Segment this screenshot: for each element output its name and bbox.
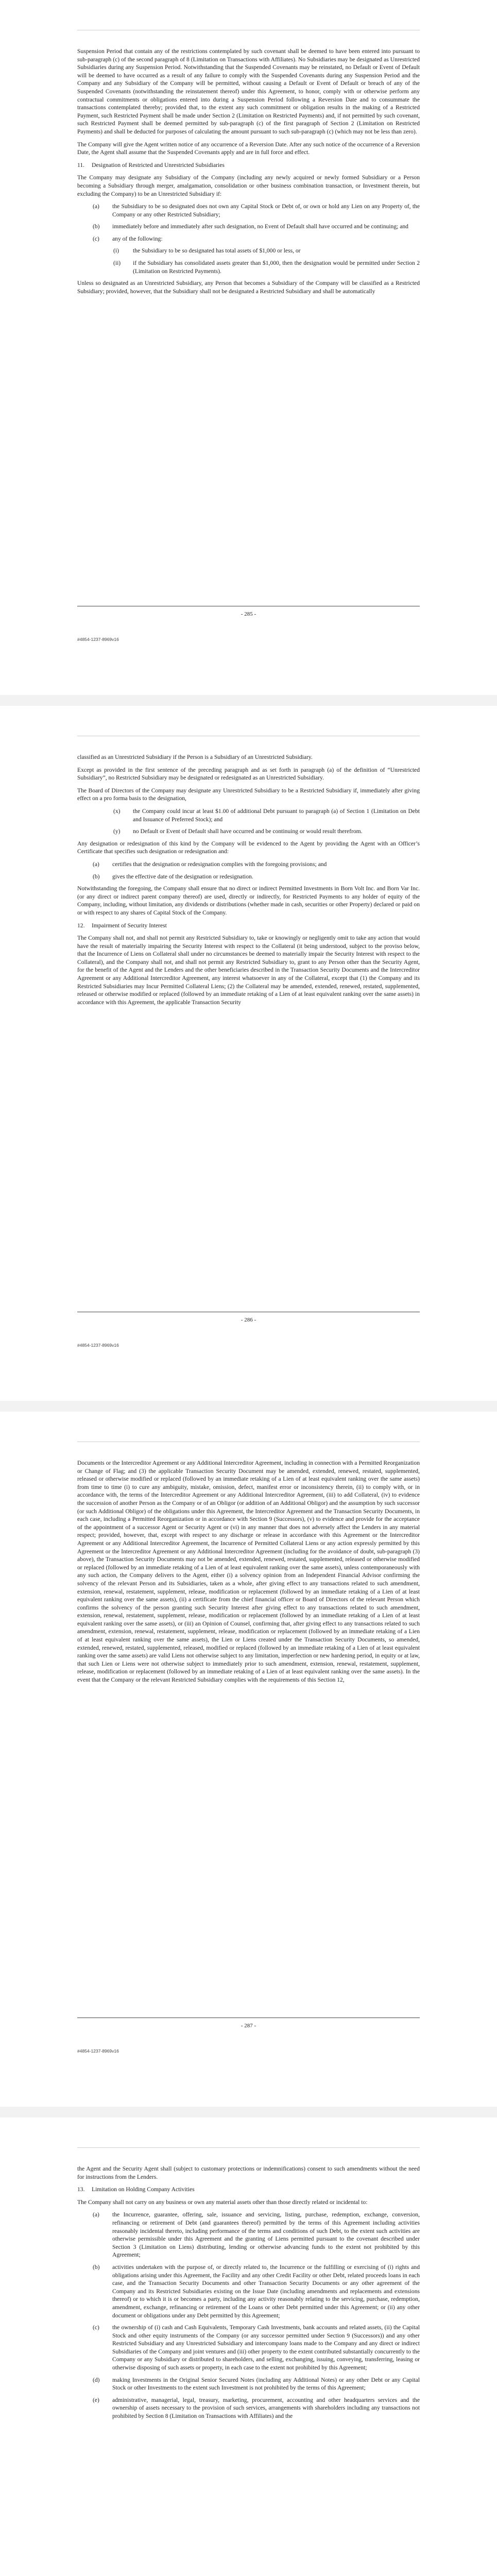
list-item: (d) making Investments in the Original Senior Secured Notes (including any Additional Notes) or any other Debt or any Capital Stock or other Investments to the extent such Investment is not prohibited by the terms of this Agreement;	[93, 2376, 420, 2392]
paragraph: Notwithstanding the foregoing, the Company shall ensure that no direct or indirect Permitted Investments in Born Volt Inc. and Born Var Inc. (or any direct or indirect parent company thereof) are used, directly or indirectly, for Restricted Payments to any holder of equity of the Company, including, without limitation, any dividends or distributions (whether made in cash, securities or other Property) declared or paid on or with respect to any shares of Capital Stock of the Company.	[77, 885, 420, 916]
list-item: (e) administrative, managerial, legal, treasury, marketing, procurement, accounting and other headquarters services and the ownership of assets necessary to the provision of such services, arrangements with shareholders including any transactions not prohibited by Section 8 (Limitation on Transactions with Affiliates) and the	[93, 2396, 420, 2420]
sub-list-item: (ii) if the Subsidiary has consolidated assets greater than $1,000, then the designation would be permitted under Section 2 (Limitation on Restricted Payments).	[113, 260, 420, 275]
section-title: Designation of Restricted and Unrestricted Subsidiaries	[92, 161, 225, 168]
page-286	[0, 706, 497, 1401]
list-item: (c) any of the following:	[93, 235, 163, 242]
list-item: (c) the ownership of (i) cash and Cash Equivalents, Temporary Cash Investments, bank accounts and related assets, (ii) the Capital Stock and other equity instruments of the Company (or any successor permitted under Section 9 (Successors)) and any other Restricted Subsidiary and any Unrestricted Subsidiary and intercompany loans made to the Company and any direct or indirect Subsidiaries of the Company and joint ventures and (iii) other property to the extent contributed substantially concurrently to the Company or any Subsidiary or distributed to shareholders, and selling, exchanging, issuing, conveying, transferring, leasing or otherwise disposing of such assets or property, in each case to the extent not prohibited by this Agreement;	[93, 2324, 420, 2371]
list-item: (x) the Company could incur at least $1.00 of additional Debt pursuant to paragraph (a) of Section 1 (Limitation on Debt and Issuance of Preferred Stock); and	[113, 807, 420, 823]
document-id: #4854-1237-8969v16	[77, 2048, 119, 2054]
section-heading-11	[77, 161, 420, 170]
paragraph: Except as provided in the first sentence of the preceding paragraph and as set forth in paragraph (a) of the definition of “Unrestricted Subsidiary”, no Restricted Subsidiary may be designated or redesignated as an Unrestricted Subsidiary.	[77, 766, 420, 782]
list-item: (a) the Incurrence, guarantee, offering, sale, issuance and servicing, listing, purchase, redemption, exchange, conversion, refinancing or retirement of Debt (and guarantees thereof) permitted by the terms of this Agreement including activities reasonably incidental thereto, including performance of the terms and conditions of such Debt, to the extent such activities are otherwise permissible under this Agreement and the granting of Liens permitted pursuant to the covenant described under Section 3 (Limitation on Liens) distributing, lending or otherwise advancing funds to the extent not prohibited by this Agreement;	[93, 2211, 420, 2259]
section-heading-12	[77, 922, 420, 930]
paragraph: The Company may designate any Subsidiary of the Company (including any newly acquired or newly formed Subsidiary or a Person becoming a Subsidiary through merger, amalgamation, consolidation or other business combination transaction, or Investment therein, but excluding the Company) to be an Unrestricted Subsidiary if:	[77, 174, 420, 197]
document-id: #4854-1237-8969v16	[77, 637, 119, 642]
page-number: - 285 -	[241, 611, 256, 617]
page-number: - 287 -	[241, 2023, 256, 2029]
paragraph: Documents or the Intercreditor Agreement or any Additional Intercreditor Agreement, including in connection with a Permitted Reorganization or Change of Flag; and (3) the applicable Transaction Security Document may be amended, extended, renewed, restated, supplemented, released or otherwise modified or replaced (followed by an immediate retaking of a Lien of at least equivalent ranking over the same assets) from time to time (i) to cure any ambiguity, mistake, omission, defect, manifest error or inconsistency therein, (ii) to comply with, or in accordance with, the terms of the Intercreditor Agreement or any Additional Intercreditor Agreement, (iii) to add Collateral, (iv) to evidence the succession of another Person as the Company or of an Obligor (or addition of an Additional Obligor) and the assumption by such successor (or such Additional Obligor) of the obligations under this Agreement, the Intercreditor Agreement and the Transaction Security Documents, in each case, including a Permitted Reorganization or in accordance with Section 9 (Successors), (v) to evidence and provide for the acceptance of the appointment of a successor Agent or Security Agent or (vi) in any manner that does not adversely affect the Lenders in any material respect; provided, however, that, except with respect to any discharge or release in accordance with this Agreement or the Intercreditor Agreement or any Additional Intercreditor Agreement, the Incurrence of Permitted Collateral Liens or any action expressly permitted by this Agreement or the Intercreditor Agreement or any Additional Intercreditor Agreement (including for the avoidance of doubt, sub-paragraph (3) above), the Transaction Security Documents may not be amended, extended, renewed, restated, supplemented, released or otherwise modified or replaced (followed by an immediate retaking of a Lien of at least equivalent ranking over the same assets), unless contemporaneously with any such action, the Company delivers to the Agent, either (i) a solvency opinion from an Independent Financial Advisor confirming the solvency of the relevant Person and its Subsidiaries, taken as a whole, after giving effect to any transactions related to such amendment, extension, renewal, restatement, supplement, release, modification or replacement (followed by an immediate retaking of a Lien of at least equivalent ranking over the same assets), (ii) a certificate from the chief financial officer or Board of Directors of the relevant Person which confirms the solvency of the person granting such Security Interest after giving effect to any transactions related to such amendment, extension, renewal, restatement, supplement, release, modification or replacement (followed by an immediate retaking of a Lien of at least equivalent ranking over the same assets), or (iii) an Opinion of Counsel, confirming that, after giving effect to any transactions related to such amendment, extension, renewal, restatement, supplement, release, modification or replacement (followed by an immediate retaking of a Lien of at least equivalent ranking over the same assets), the Lien or Liens created under the Transaction Security Documents, so amended, extended, renewed, restated, supplemented, released, modified or replaced (followed by an immediate retaking of a Lien of at least equivalent ranking over the same assets) are valid Liens not otherwise subject to any limitation, imperfection or new hardening period, in equity or at law, that such Lien or Liens were not otherwise subject to immediately prior to such amendment, extension, renewal, restatement, supplement, release, modification or replacement (followed by an immediate retaking of a Lien of at least equivalent ranking over the same assets). In the event that the Company or the relevant Restricted Subsidiary complies with the requirements of this Section 12,	[77, 1460, 420, 1684]
section-heading-13	[77, 2185, 420, 2194]
page-285	[0, 0, 497, 695]
section-number: 11.	[77, 161, 85, 168]
list-item: (a) certifies that the designation or redesignation complies with the foregoing provisions; and	[93, 860, 327, 868]
page-number: - 286 -	[241, 1317, 256, 1323]
paragraph: Unless so designated as an Unrestricted Subsidiary, any Person that becomes a Subsidiary of the Company will be classified as a Restricted Subsidiary; provided, however, that the Subsidiary shall not be designated a Restricted Subsidiary and shall be automatically	[77, 280, 420, 295]
paragraph: The Company shall not, and shall not permit any Restricted Subsidiary to, take or knowingly or negligently omit to take any action that would have the result of materially impairing the Security Interest with respect to the Collateral (it being understood, subject to the proviso below, that the Incurrence of Liens on Collateral shall under no circumstances be deemed to materially impair the Security Interest with respect to the Collateral), and the Company shall not, and shall not permit any Restricted Subsidiary to, grant to any Person other than the Security Agent, for the benefit of the Agent and the Lenders and the other beneficiaries described in the Transaction Security Documents and the Intercreditor Agreement or any Additional Intercreditor Agreement, any interest whatsoever in any of the Collateral, except that (1) the Company and its Restricted Subsidiaries may Incur Permitted Collateral Liens; (2) the Collateral may be amended, extended, renewed, restated, supplemented, released or otherwise modified or replaced (followed by an immediate retaking of a Lien of at least equivalent ranking over the same assets) in accordance with this Agreement, the applicable Transaction Security	[77, 935, 420, 1006]
paragraph: The Board of Directors of the Company may designate any Unrestricted Subsidiary to be a Restricted Subsidiary if, immediately after giving effect on a pro forma basis to the designation,	[77, 787, 420, 802]
list-item: (y) no Default or Event of Default shall have occurred and be continuing or would result therefrom.	[113, 828, 363, 835]
section-number: 12.	[77, 922, 85, 929]
list-item: (b) gives the effective date of the designation or redesignation.	[93, 873, 253, 880]
paragraph: the Agent and the Security Agent shall (subject to customary protections or indemnifications) consent to such amendments without the need for instructions from the Lenders.	[77, 2165, 420, 2180]
paragraph: The Company will give the Agent written notice of any occurrence of a Reversion Date. After any such notice of the occurrence of a Reversion Date, the Agent shall assume that the Suspended Covenants apply and are in full force and effect.	[77, 141, 420, 156]
section-title: Limitation on Holding Company Activities	[92, 2186, 195, 2193]
list-item: (b) activities undertaken with the purpose of, or directly related to, the Incurrence or the fulfilling or exercising of (i) rights and obligations arising under this Agreement, the Facility and any other Credit Facility or other Debt, related proceeds loans in each case, and the Transaction Security Documents and other Transaction Security Documents or any other agreement of the Company and its Restricted Subsidiaries existing on the Issue Date (including amendments and replacements and extensions thereof) or to which it is or becomes a party, including any activity reasonably relating to the servicing, purchase, redemption, amendment, exchange, refinancing or retirement of the Loans or other Debt permitted under this Agreement; or (ii) any other document or obligations under any Debt permitted by this Agreement;	[93, 2263, 420, 2319]
sub-list-item: (i) the Subsidiary to be so designated has total assets of $1,000 or less, or	[113, 247, 301, 255]
paragraph: Any designation or redesignation of this kind by the Company will be evidenced to the Agent by providing the Agent with an Officer’s Certificate that specifies such designation or redesignation and:	[77, 840, 420, 855]
list-item: (b) immediately before and immediately after such designation, no Event of Default shall have occurred and be continuing; and	[93, 223, 408, 230]
paragraph: classified as an Unrestricted Subsidiary if the Person is a Subsidiary of an Unrestricted Subsidiary.	[77, 754, 313, 760]
section-number: 13.	[77, 2186, 85, 2193]
list-item: (a) the Subsidiary to be so designated does not own any Capital Stock or Debt of, or own or hold any Lien on any Property of, the Company or any other Restricted Subsidiary;	[93, 203, 420, 218]
page-288	[0, 2117, 497, 2576]
paragraph: Suspension Period that contain any of the restrictions contemplated by such covenant shall be deemed to have been entered into pursuant to sub-paragraph (c) of the second paragraph of 8 (Limitation on Transactions with Affiliates). No Subsidiaries may be designated as Unrestricted Subsidiaries during any Suspension Period. Notwithstanding that the Suspended Covenants may be reinstated, no Default or Event of Default will be deemed to have occurred as a result of any failure to comply with the Suspended Covenants during any Suspension Period and the Company and any Subsidiary of the Company will be permitted, without causing a Default or Event of Default or breach of any of the Suspended Covenants (notwithstanding the reinstatement thereof) under this Agreement, to honor, comply with or otherwise perform any contractual commitments or obligations entered into during a Suspension Period following a Reversion Date and to consummate the transactions contemplated thereby; provided that, to the extent any such commitment or obligation results in the making of a Restricted Payment, such Restricted Payment shall be made under Section 2 (Limitation on Restricted Payments) and, if not permitted by such covenant, such Restricted Payment shall be deemed permitted by sub-paragraph (c) of the first paragraph of Section 2 (Limitation on Restricted Payments) and shall be deducted for purposes of calculating the amount pursuant to such sub-paragraph (c) (which may not be less than zero).	[77, 48, 420, 135]
page-287	[0, 1412, 497, 2107]
paragraph: The Company shall not carry on any business or own any material assets other than those directly related or incidental to:	[77, 2198, 368, 2206]
document-id: #4854-1237-8969v16	[77, 1343, 119, 1348]
section-title: Impairment of Security Interest	[92, 922, 167, 929]
